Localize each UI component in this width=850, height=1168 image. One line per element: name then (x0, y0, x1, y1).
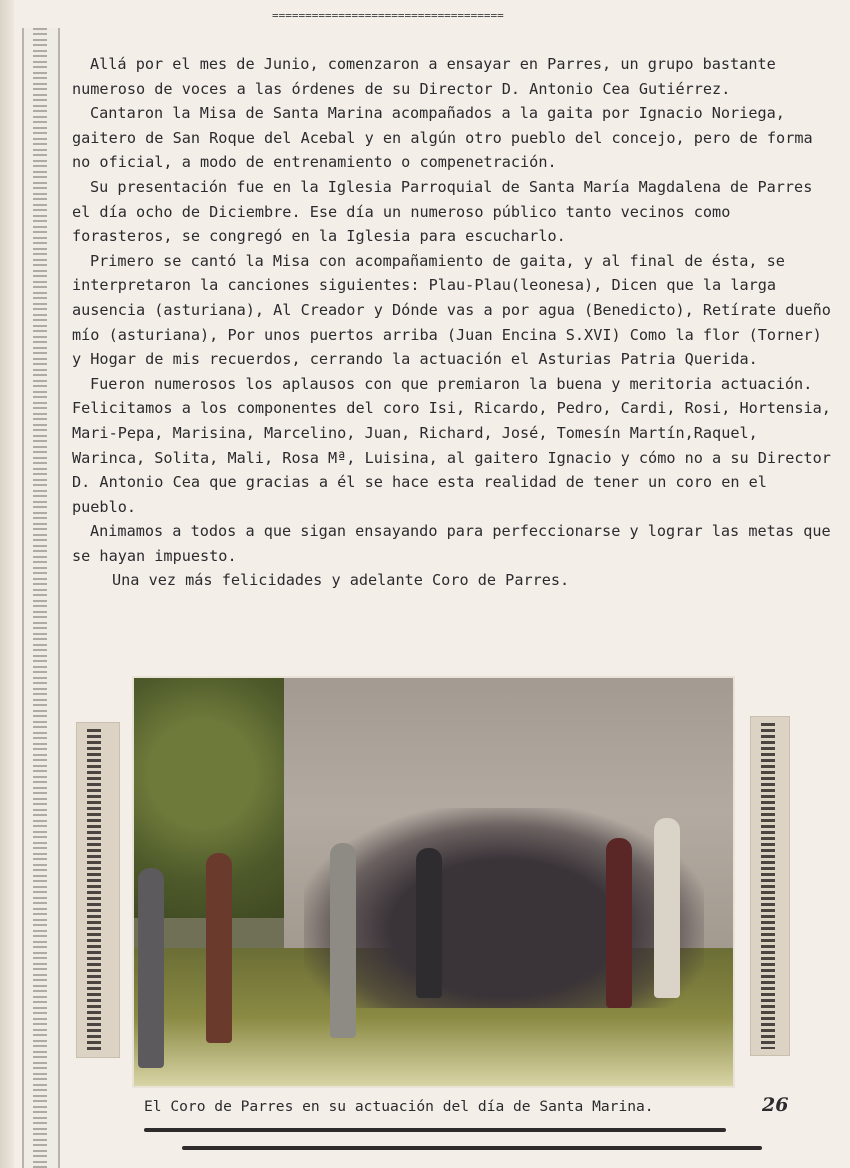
paragraph-7: Una vez más felicidades y adelante Coro de Parres. (112, 571, 570, 590)
article-body (72, 52, 832, 593)
tape-pattern (87, 729, 101, 1051)
paragraph-4: Primero se cantó la Misa con acompañamiento de gaita, y al final de ésta, se interpretaron la canciones siguientes: Plau-Plau(leonesa), Dicen que la larga ausencia (asturiana), Al Creador y Dónde vas a por agua (Benedicto), Retírate dueño mío (asturiana), Por unos puertos arriba (Juan Encina S.XVI) Como la flor (Torner) y Hogar de mis recuerdos, cerrando la actuación el Asturias Patria Querida. (72, 251, 831, 369)
page-number: 26 (762, 1094, 789, 1116)
tape-strip-right (750, 716, 790, 1056)
photo-person (416, 848, 442, 998)
photo-person (206, 853, 232, 1043)
bottom-rule-1 (144, 1128, 726, 1132)
tape-strip-left (76, 722, 120, 1058)
paragraph-2: Cantaron la Misa de Santa Marina acompañados a la gaita por Ignacio Noriega, gaitero de San Roque del Acebal y en algún otro pueblo del concejo, pero de forma no oficial, a modo de entrenamiento o compenetración. (72, 104, 813, 172)
photo-person (654, 818, 680, 998)
decorative-border (22, 28, 60, 1168)
paragraph-1: Allá por el mes de Junio, comenzaron a ensayar en Parres, un grupo bastante numeroso de voces a las órdenes de su Director D. Antonio Cea Gutiérrez. (72, 55, 776, 98)
photo-choir-group (304, 808, 704, 1008)
page-edge (0, 0, 14, 1168)
tape-pattern (761, 723, 775, 1049)
bottom-rule-2 (182, 1146, 762, 1150)
paragraph-5: Fueron numerosos los aplausos con que premiaron la buena y meritoria actuación. Felicitamos a los componentes del coro Isi, Ricardo, Pedro, Cardi, Rosi, Hortensia, Mari-Pepa, Marisina, Marcelino, Juan, Richard, José, Tomesín Martín,Raquel, Warinca, Solita, Mali, Rosa Mª, Luisina, al gaitero Ignacio y cómo no a su Director D. Antonio Cea que gracias a él se hace esta realidad de tener un coro en el pueblo. (72, 374, 831, 516)
photo-caption: El Coro de Parres en su actuación del día de Santa Marina. (144, 1098, 654, 1115)
choir-photo (134, 678, 733, 1086)
photo-person (330, 843, 356, 1038)
header-rule: =================================== (272, 9, 504, 22)
photo-person (606, 838, 632, 1008)
border-pattern (33, 28, 47, 1168)
paragraph-3: Su presentación fue en la Iglesia Parroquial de Santa María Magdalena de Parres el día ocho de Diciembre. Ese día un numeroso público tanto vecinos como forasteros, se congregó en la Iglesia para escucharlo. (72, 177, 813, 246)
paragraph-6: Animamos a todos a que sigan ensayando para perfeccionarse y lograr las metas que se hayan impuesto. (72, 522, 831, 565)
photo-person (138, 868, 164, 1068)
